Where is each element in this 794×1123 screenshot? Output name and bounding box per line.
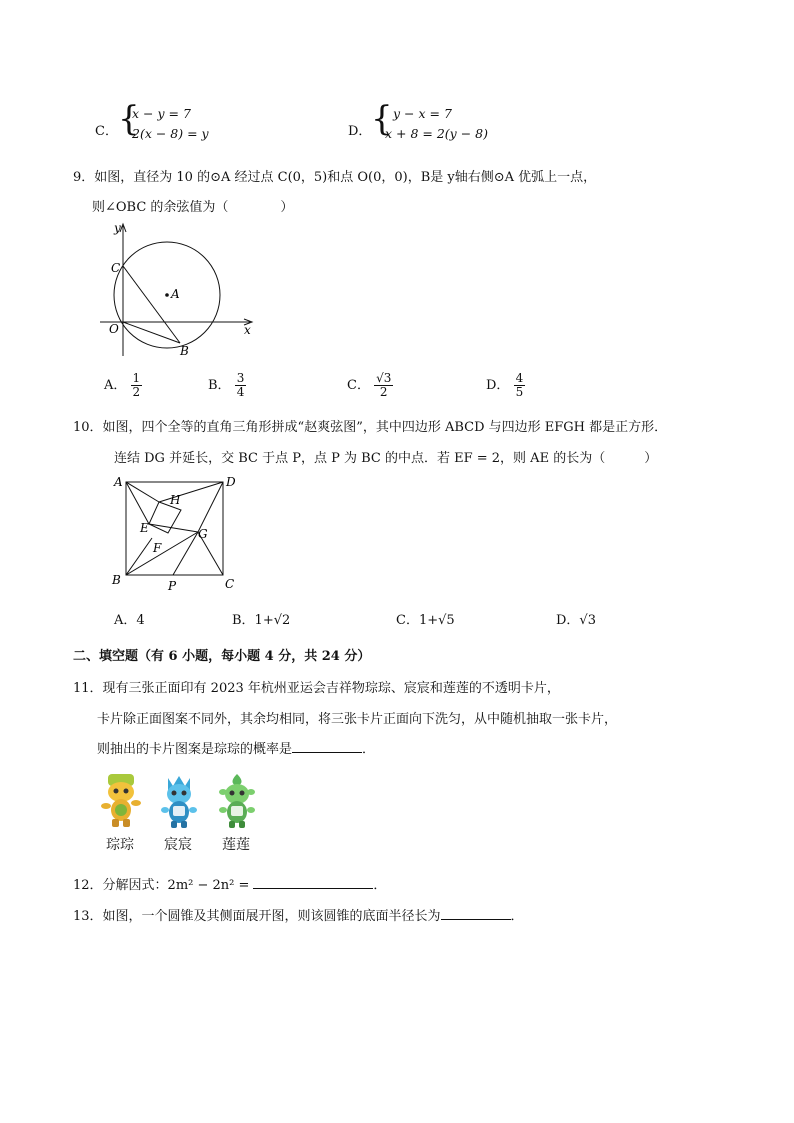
q9-figure: [92, 216, 262, 362]
q13-answer-blank[interactable]: [441, 919, 511, 920]
label-o: O: [109, 322, 119, 336]
q8-option-c-eq1: x − y = 7: [132, 106, 191, 121]
q12-answer-blank[interactable]: [253, 888, 373, 889]
q12-line: [73, 874, 386, 893]
q9-stem-line1: 9．如图，直径为 10 的⊙A 经过点 C(0，5)和点 O(0，0)，B是 y轴右侧⊙A 优弧上一点，: [73, 170, 597, 185]
q9-option-a: [104, 372, 142, 399]
segment-cb: [123, 266, 180, 343]
q13-period: ．: [510, 909, 524, 924]
q11-stem-line1: 11．现有三张正面印有 2023 年杭州亚运会吉祥物琮琮、宸宸和莲莲的不透明卡片，: [73, 681, 560, 696]
mascot-label-chenchen: 宸宸: [164, 837, 192, 853]
segment-gp: [173, 532, 198, 575]
q9-option-c-label: C．: [347, 378, 370, 393]
numerator: 1: [132, 371, 141, 385]
label-e: E: [140, 521, 149, 535]
label-g: G: [198, 527, 208, 541]
segment-dg: [198, 482, 223, 532]
q12-question-text: 12．分解因式：2m² − 2n² =: [73, 878, 250, 893]
mascot-label-congcong: 琮琮: [106, 837, 134, 853]
label-a: A: [114, 475, 123, 489]
brace-icon: {: [118, 99, 140, 139]
q11-answer-blank[interactable]: [292, 752, 362, 753]
q8-option-d-system: [371, 99, 511, 146]
q9-option-c: [347, 372, 393, 399]
denominator: 2: [132, 385, 141, 399]
q10-stem-line1: 10．如图，四个全等的直角三角形拼成“赵爽弦图”，其中四边形 ABCD 与四边形 EFGH 都是正方形．: [73, 420, 668, 435]
q13-question-text: 13．如图，一个圆锥及其侧面展开图，则该圆锥的底面半径长为: [73, 909, 441, 924]
center-point-a: [165, 293, 169, 297]
q9-option-d-label: D．: [486, 378, 510, 393]
label-b: B: [180, 344, 189, 358]
denominator: 4: [236, 385, 245, 399]
numerator: 3: [236, 371, 245, 385]
q10-option-a: A．4: [114, 613, 145, 628]
label-c: C: [111, 261, 121, 275]
q13-line: [73, 905, 524, 924]
q9-option-a-fraction: [131, 372, 143, 399]
mascot-chenchen-icon: [158, 772, 200, 830]
mascot-label-lianlian: 莲莲: [222, 837, 250, 853]
q10-stem-line2: 连结 DG 并延长，交 BC 于点 P，点 P 为 BC 的中点．若 EF = 2，则 AE 的长为（ ）: [114, 451, 658, 466]
q8-option-d-eq2: x + 8 = 2(y − 8): [385, 126, 488, 141]
q8-option-d-eq1: y − x = 7: [393, 106, 452, 121]
q10-figure: [106, 472, 246, 596]
q9-option-b-fraction: [235, 372, 247, 399]
q11-stem-line3: [97, 738, 375, 757]
segment-ea: [126, 482, 149, 524]
q11-stem-line2: 卡片除正面图案不同外，其余均相同，将三张卡片正面向下洗匀，从中随机抽取一张卡片，: [97, 712, 618, 727]
segment-bf: [126, 538, 152, 575]
q9-option-d: [486, 372, 525, 399]
q9-option-d-fraction: [514, 372, 526, 399]
label-y: y: [114, 221, 121, 235]
label-d: D: [226, 475, 236, 489]
denominator: 2: [379, 385, 388, 399]
q8-option-c-eq2: 2(x − 8) = y: [132, 126, 209, 141]
q12-period: ．: [373, 878, 387, 893]
q10-option-c: C．1+√5: [396, 613, 455, 628]
segment-hd: [159, 482, 223, 502]
q9-option-a-label: A．: [104, 378, 127, 393]
numerator: √3: [376, 371, 392, 385]
mascot-congcong-icon: [98, 772, 144, 830]
label-p: P: [168, 579, 177, 593]
denominator: 5: [515, 385, 524, 399]
label-h: H: [170, 493, 181, 507]
q11-period: ．: [362, 742, 376, 757]
label-c: C: [225, 577, 235, 591]
q9-stem-line2: 则∠OBC 的余弦值为（ ）: [92, 200, 294, 215]
segment-ob: [123, 322, 180, 343]
q9-option-b: [208, 372, 246, 399]
section-heading-fill-in: 二、填空题（有 6 小题，每小题 4 分，共 24 分）: [73, 649, 371, 664]
q10-option-d: D．√3: [556, 613, 596, 628]
label-x: x: [244, 323, 251, 337]
mascot-lianlian-icon: [214, 772, 260, 830]
label-a: A: [171, 287, 180, 301]
q9-option-c-fraction: [374, 372, 393, 399]
q8-option-c-label: C．: [95, 124, 118, 139]
brace-icon: {: [371, 99, 393, 139]
numerator: 4: [515, 371, 524, 385]
label-b: B: [112, 573, 121, 587]
q9-option-b-label: B．: [208, 378, 231, 393]
q8-option-c-system: [118, 99, 238, 146]
q10-option-b: B．1+√2: [232, 613, 291, 628]
label-f: F: [153, 541, 162, 555]
segment-bg: [126, 532, 198, 575]
q8-option-d-label: D．: [348, 124, 372, 139]
q11-question-text: 则抽出的卡片图案是琮琮的概率是: [97, 742, 293, 757]
